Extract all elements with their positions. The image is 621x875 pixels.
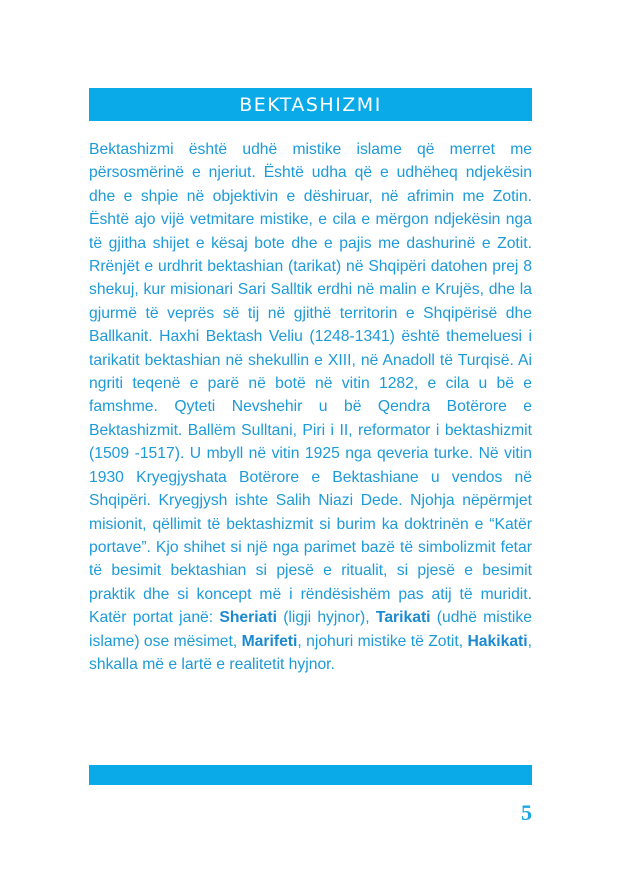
title-bar	[89, 88, 532, 121]
page-title: BEKTASHIZMI	[239, 93, 382, 116]
body-text-part-4: , njohuri mistike të Zotit,	[297, 632, 468, 650]
page-number: 5	[521, 800, 532, 825]
bottom-divider-bar	[89, 765, 532, 785]
body-text-part-1: Bektashizmi është udhë mistike islame që merret me përsosmërinë e njeriut. Është udha që e udhëheq ndjekësin dhe e shpie në objektivin e dëshiruar, në afrimin me Zotin. Është ajo vijë vetmitare mistike, e cila e mërgon ndjekësin nga të gjitha shijet e kësaj bote dhe e pajis me dashurinë e Zotit. Rrënjët e urdhrit bektashian (tarikat) në Shqipëri datohen prej 8 shekuj, kur misionari Sari Salltik erdhi në malin e Krujës, dhe la gjurmë të veprës së tij në gjithë territorin e Shqipërisë dhe Ballkanit. Haxhi Bektash Veliu (1248-1341) është themeluesi i tarikatit bektashian në shekullin e XIII, në Anadoll të Turqisë. Ai ngriti teqenë e parë në botë në vitin 1282, e cila u bë e famshme. Qyteti Nevshehir u bë Qendra Botërore e Bektashizmit. Ballëm Sulltani, Piri i II, reformator i bektashizmit (1509 -1517). U mbyll në vitin 1925 nga qeveria turke. Në vitin 1930 Kryegjyshata Botërore e Bektashiane u vendos në Shqipëri. Kryegjysh ishte Salih Niazi Dede. Njohja nëpërmjet misionit, qëllimit të bektashizmit si burim ka doktrinën e “Katër portave”. Kjo shihet si një nga parimet bazë të simbolizmit fetar të besimit bektashian si pjesë e ritualit, si pjesë e besimit praktik dhe si koncept më i rëndësishëm pas atij të muridit. Katër portat janë:	[89, 141, 532, 627]
body-text-part-3: (udhë mistike islame) ose mësimet,	[89, 609, 532, 650]
term-sheriati: Sheriati	[219, 609, 277, 627]
term-tarikati: Tarikati	[375, 609, 431, 627]
term-hakikati: Hakikati	[467, 632, 528, 650]
body-paragraph	[89, 138, 532, 676]
body-text-part-2: (ligji hyjnor),	[276, 609, 376, 627]
term-marifeti: Marifeti	[241, 632, 298, 650]
body-text-part-5: , shkalla më e lartë e realitetit hyjnor.	[89, 632, 532, 673]
